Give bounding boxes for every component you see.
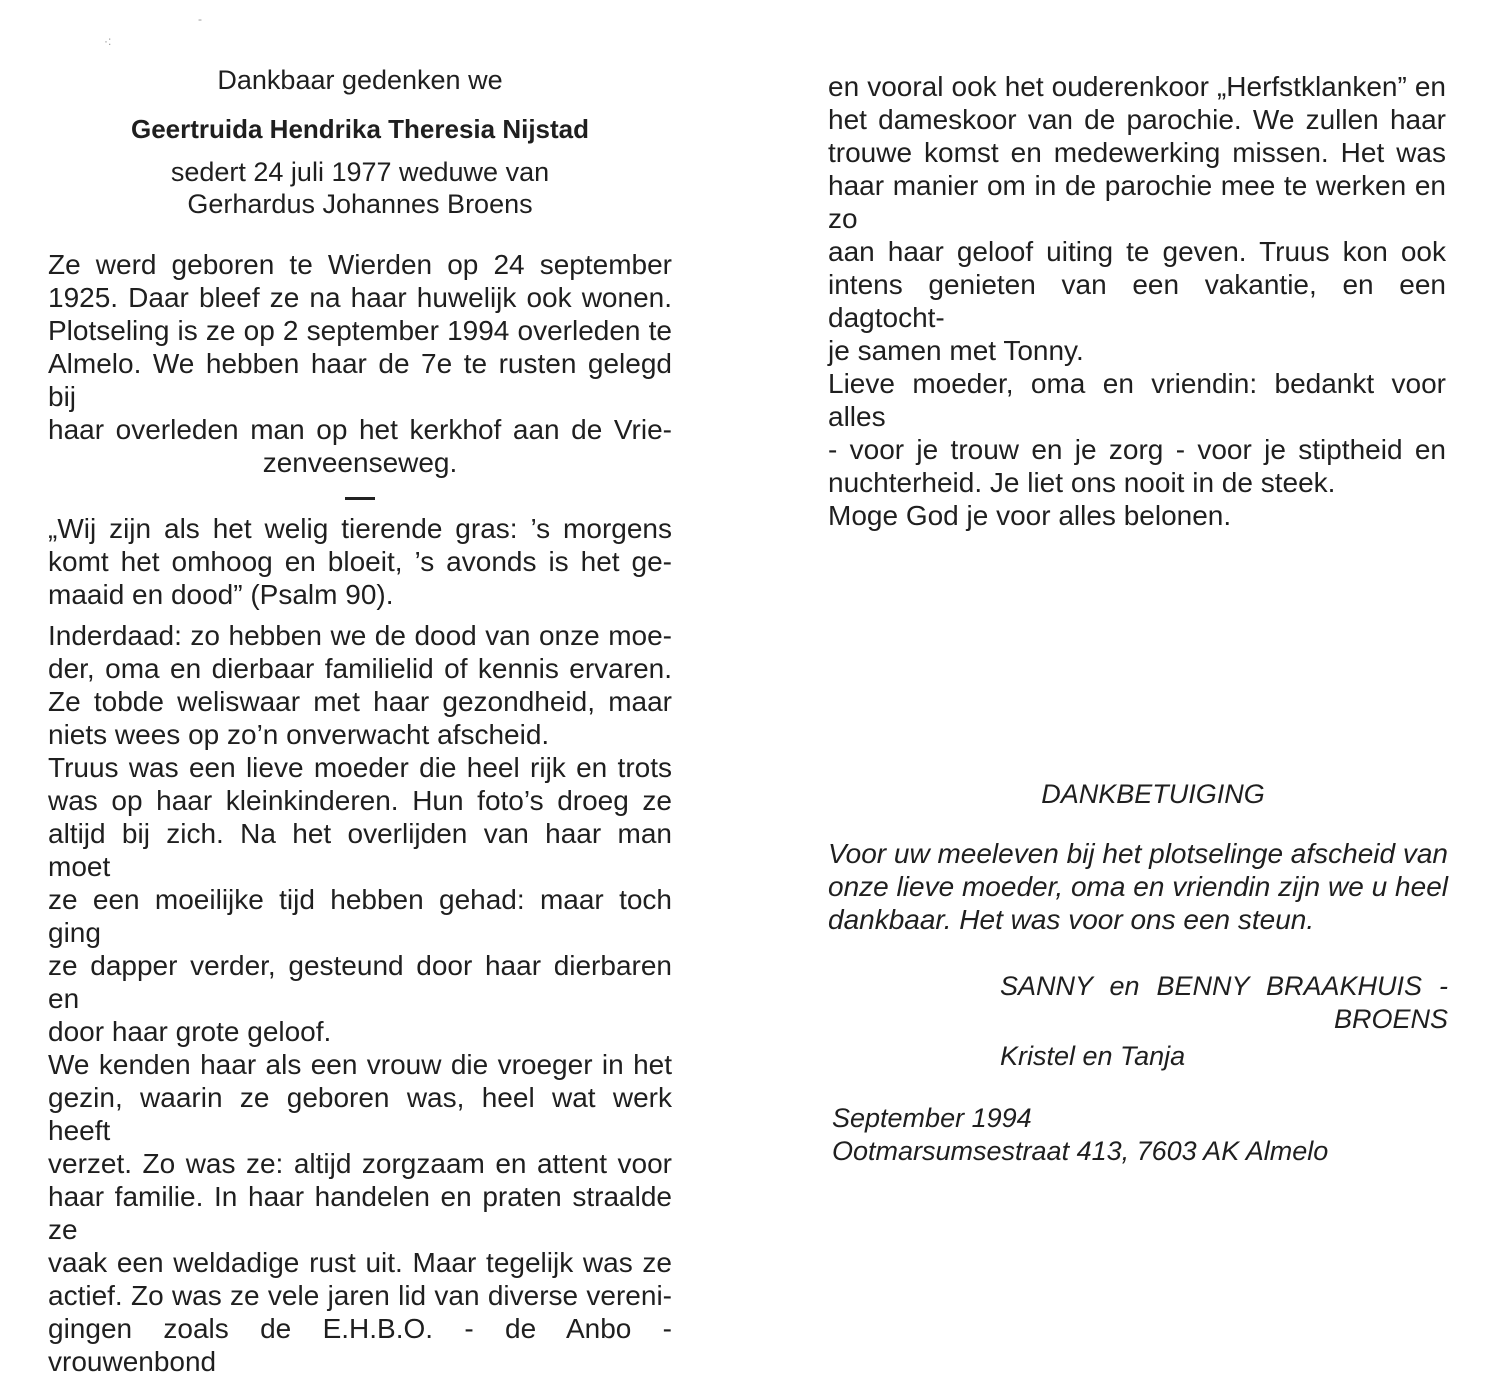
text-line: was op haar kleinkinderen. Hun foto’s droeg ze [48,785,672,816]
deceased-name: Geertruida Hendrika Theresia Nijstad [130,114,590,144]
paragraph-lieve-moeder [828,367,1446,499]
paragraph-kenden [48,1048,672,1378]
text-line: Lieve moeder, oma en vriendin: bedankt voor alles [828,368,1446,432]
text-line: Inderdaad: zo hebben we de dood van onze moe- [48,620,672,651]
signature-block [1000,970,1448,1073]
text-line: maaid en dood” (Psalm 90). [48,579,394,610]
text-line: trouwe komst en medewerking missen. Het was [828,137,1446,168]
dankbetuiging-block [828,778,1448,936]
text-line: verzet. Zo was ze: altijd zorgzaam en attent voor [48,1148,672,1179]
scan-speck: ·: [104,34,112,48]
text-line: ze dapper verder, gesteund door haar dierbaren en [48,950,672,1014]
text-line: ze een moeilijke tijd hebben gehad: maar toch ging [48,884,672,948]
subtitle-line: sedert 24 juli 1977 weduwe van [170,157,550,187]
signature-names: SANNY en BENNY BRAAKHUIS - [1000,971,1448,1001]
text-line: altijd bij zich. Na het overlijden van haar man moet [48,818,672,882]
text-line: - voor je trouw en je zorg - voor je stiptheid en [828,434,1446,465]
heading: Dankbaar gedenken we [217,65,503,95]
text-line: vaak een weldadige rust uit. Maar tegelijk was ze [48,1247,672,1278]
text-line: zenveenseweg. [262,447,458,478]
text-line: actief. Zo was ze vele jaren lid van diverse vereni- [48,1280,672,1311]
signature-grandchildren: Kristel en Tanja [1000,1041,1186,1071]
signature-surname: BROENS [1333,1004,1448,1034]
paragraph-inderdaad [48,619,672,751]
text-line: 1925. Daar bleef ze na haar huwelijk ook wonen. [48,282,672,313]
text-line: niets wees op zo’n onverwacht afscheid. [48,719,550,750]
text-line: nuchterheid. Je liet ons nooit in de steek. [828,467,1336,498]
psalm-quote [48,512,672,611]
text-line: We kenden haar als een vrouw die vroeger in het [48,1049,672,1080]
biography-paragraph [48,248,672,479]
widow-subtitle [48,156,672,220]
text-line: komt het omhoog en bloeit, ’s avonds is het ge- [48,546,672,577]
text-line: je samen met Tonny. [828,335,1084,366]
subtitle-line: Gerhardus Johannes Broens [187,189,533,219]
text-line: gingen zoals de E.H.B.O. - de Anbo - vrouwenbond [48,1313,672,1377]
text-line: Plotseling is ze op 2 september 1994 overleden te [48,315,672,346]
text-line: intens genieten van een vakantie, en een dagtocht- [828,269,1446,333]
paragraph-koor [828,70,1446,367]
text-line: „Wij zijn als het welig tierende gras: ’s morgens [48,513,672,544]
paragraph-truus [48,751,672,1048]
footer-block [832,1102,1328,1168]
text-line: Ze werd geboren te Wierden op 24 september [48,249,672,280]
right-column [828,70,1446,532]
text-line: haar overleden man op het kerkhof aan de Vrie- [48,414,672,445]
text-line: Ze tobde weliswaar met haar gezondheid, maar [48,686,672,717]
text-line: dankbaar. Het was voor ons een steun. [828,904,1315,935]
text-line: gezin, waarin ze geboren was, heel wat werk heeft [48,1082,672,1146]
closing-line: Moge God je voor alles belonen. [828,500,1232,531]
text-line: haar manier om in de parochie mee te werken en zo [828,170,1446,234]
text-line: onze lieve moeder, oma en vriendin zijn we u heel [828,871,1448,902]
text-line: haar familie. In haar handelen en praten straalde ze [48,1181,672,1245]
text-line: Almelo. We hebben haar de 7e te rusten gelegd bij [48,348,672,412]
separator-dash [345,497,375,500]
footer-date: September 1994 [832,1103,1032,1133]
text-line: Truus was een lieve moeder die heel rijk en trots [48,752,672,783]
scan-speck: - [198,12,202,26]
text-line: en vooral ook het ouderenkoor „Herfstklanken” en [828,71,1446,102]
text-line: door haar grote geloof. [48,1016,332,1047]
text-line: Voor uw meeleven bij het plotselinge afscheid van [828,838,1449,869]
dankbetuiging-text [828,837,1448,936]
text-line: het dameskoor van de parochie. We zullen haar [828,104,1446,135]
text-line: der, oma en dierbaar familielid of kennis ervaren. [48,653,672,684]
left-column [48,64,672,1378]
dankbetuiging-title: DANKBETUIGING [1041,779,1265,809]
footer-address: Ootmarsumsestraat 413, 7603 AK Almelo [832,1136,1329,1166]
text-line: aan haar geloof uiting te geven. Truus kon ook [828,236,1446,267]
